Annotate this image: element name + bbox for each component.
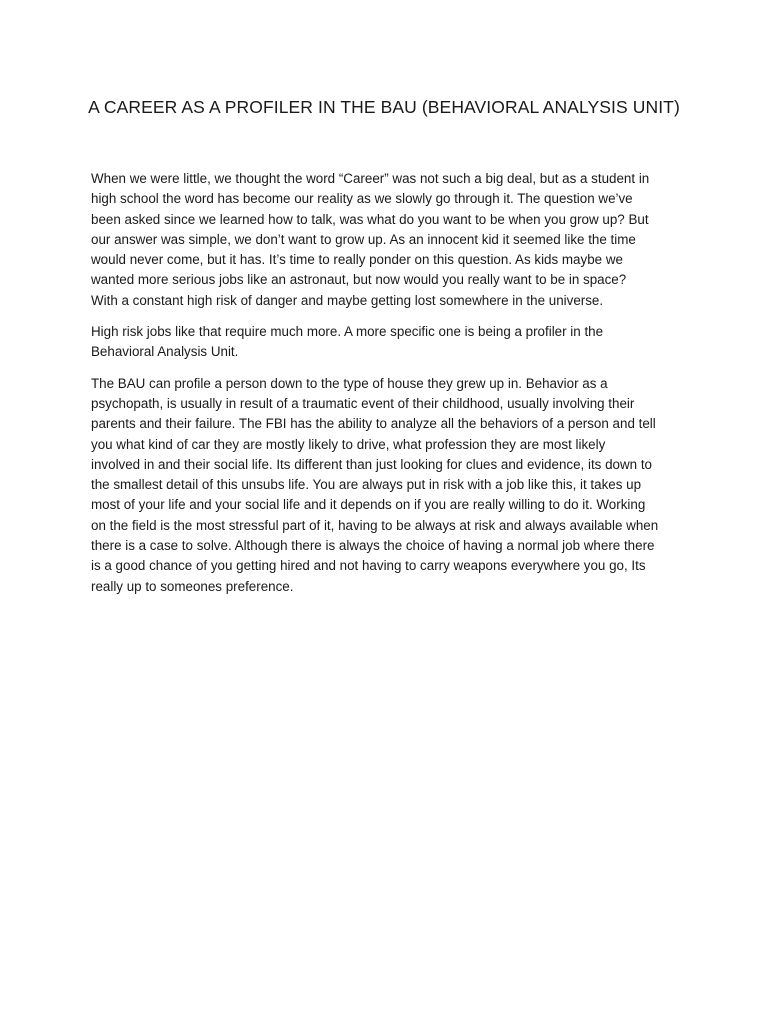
text-line: our answer was simple, we don’t want to grow up. As an innocent kid it seemed like the time [91,231,636,247]
text-line: High risk jobs like that require much more. A more specific one is being a profiler in the [91,324,604,340]
paragraph-1 [91,169,691,311]
document-title: A CAREER AS A PROFILER IN THE BAU (BEHAVIORAL ANALYSIS UNIT) [88,97,680,117]
text-line: With a constant high risk of danger and maybe getting lost somewhere in the universe. [91,292,604,308]
text-line: there is a case to solve. Although there is always the choice of having a normal job where there [91,538,655,554]
text-line: When we were little, we thought the word “Career” was not such a big deal, but as a student in [91,171,650,186]
text-line: really up to someones preference. [91,578,294,594]
text-line: on the field is the most stressful part of it, having to be always at risk and always available when [91,517,659,533]
paragraph-2 [91,322,691,363]
text-line: Behavioral Analysis Unit. [91,344,239,360]
document-body [91,169,691,608]
text-line: you what kind of car they are mostly likely to drive, what profession they are most likely [91,436,606,452]
text-line: involved in and their social life. Its different than just looking for clues and evidence, its down to [91,456,652,472]
text-line: parents and their failure. The FBI has the ability to analyze all the behaviors of a person and tell [91,416,656,432]
text-line: most of your life and your social life and it depends on if you are really willing to do it. Working [91,497,646,513]
paragraph-3 [91,374,691,597]
text-line: high school the word has become our reality as we slowly go through it. The question we’ve [91,191,633,207]
text-line: wanted more serious jobs like an astronaut, but now would you really want to be in space? [91,272,627,288]
text-line: psychopath, is usually in result of a traumatic event of their childhood, usually involving their [91,395,635,411]
text-line: the smallest detail of this unsubs life. You are always put in risk with a job like this, it takes up [91,477,642,493]
text-line: been asked since we learned how to talk, was what do you want to be when you grow up? But [91,211,649,227]
text-line: is a good chance of you getting hired and not having to carry weapons everywhere you go, Its [91,558,646,574]
text-line: would never come, but it has. It’s time to really ponder on this question. As kids maybe we [91,252,623,268]
text-line: The BAU can profile a person down to the type of house they grew up in. Behavior as a [91,375,608,391]
